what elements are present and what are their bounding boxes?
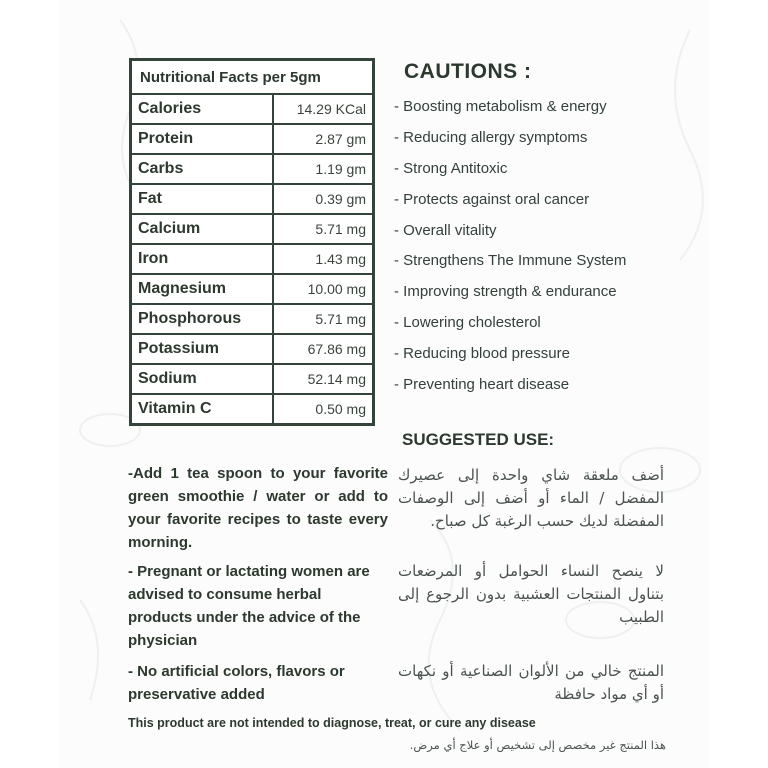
- nutrient-value: 0.39 gm: [273, 184, 374, 214]
- usage-note-ar: المنتج خالي من الألوان الصناعية أو نكهات أو أي مواد حافظة: [398, 662, 664, 703]
- suggested-use-title: SUGGESTED USE:: [402, 430, 555, 449]
- caution-item: - Reducing allergy symptoms: [394, 128, 588, 146]
- nutrition-row: [131, 334, 374, 364]
- nutrient-value: 52.14 mg: [273, 364, 374, 394]
- caution-item: - Strengthens The Immune System: [394, 252, 627, 270]
- usage-note-en: -Add 1 tea spoon to your favorite green smoothie / water or add to your favorite recipes to taste every morning.: [128, 465, 388, 551]
- nutrient-value: 0.50 mg: [273, 394, 374, 425]
- nutrient-name: Carbs: [131, 154, 274, 184]
- nutrient-name: Fat: [131, 184, 274, 214]
- cautions-list: [394, 96, 626, 405]
- nutrient-value: 5.71 mg: [273, 214, 374, 244]
- nutrition-row: [131, 184, 374, 214]
- nutrient-value: 14.29 KCal: [273, 94, 374, 124]
- nutrition-row: [131, 394, 374, 425]
- usage-note-ar: لا ينصح النساء الحوامل أو المرضعات بتناول المنتجات العشبية بدون الرجوع إلى الطبيب: [398, 562, 664, 626]
- nutrient-name: Magnesium: [131, 274, 274, 304]
- caution-item: - Reducing blood pressure: [394, 345, 570, 363]
- nutrition-row: [131, 364, 374, 394]
- nutrition-row: [131, 154, 374, 184]
- nutrition-header-row: [131, 60, 374, 95]
- disclaimer-ar: هذا المنتج غير مخصص إلى تشخيص أو علاج أي مرض.: [409, 738, 666, 752]
- nutrient-value: 1.43 mg: [273, 244, 374, 274]
- nutrition-row: [131, 124, 374, 154]
- nutrition-facts-table: [129, 58, 375, 426]
- usage-note-ar: أضف ملعقة شاي واحدة إلى عصيرك المفضل / الماء أو أضف إلى الوصفات المفضلة لديك حسب الرغبة كل صباح.: [398, 466, 664, 530]
- nutrition-row: [131, 214, 374, 244]
- nutrient-name: Calcium: [131, 214, 274, 244]
- nutrient-name: Sodium: [131, 364, 274, 394]
- caution-item: - Overall vitality: [394, 221, 497, 239]
- nutrient-name: Protein: [131, 124, 274, 154]
- nutrition-row: [131, 304, 374, 334]
- caution-item: - Protects against oral cancer: [394, 190, 590, 208]
- nutrient-name: Calories: [131, 94, 274, 124]
- cautions-title: CAUTIONS :: [404, 60, 532, 83]
- nutrient-value: 67.86 mg: [273, 334, 374, 364]
- nutrition-row: [131, 94, 374, 124]
- disclaimer-en: This product are not intended to diagnose, treat, or cure any disease: [128, 716, 536, 730]
- caution-item: - Preventing heart disease: [394, 376, 570, 394]
- nutrient-value: 2.87 gm: [273, 124, 374, 154]
- nutrient-name: Potassium: [131, 334, 274, 364]
- caution-item: - Improving strength & endurance: [394, 283, 617, 301]
- leaf-stroke: [80, 600, 98, 700]
- nutrition-rows: [131, 94, 374, 425]
- nutrient-name: Vitamin C: [131, 394, 274, 425]
- caution-item: - Strong Antitoxic: [394, 159, 508, 177]
- nutrient-name: Iron: [131, 244, 274, 274]
- nutrition-row: [131, 244, 374, 274]
- usage-note-en: - Pregnant or lactating women are advised to consume herbal products under the advice of the physician: [128, 563, 370, 649]
- caution-item: - Lowering cholesterol: [394, 314, 541, 332]
- nutrient-value: 10.00 mg: [273, 274, 374, 304]
- leaf-stroke: [675, 30, 703, 260]
- nutrient-value: 5.71 mg: [273, 304, 374, 334]
- nutrient-value: 1.19 gm: [273, 154, 374, 184]
- nutrition-header: Nutritional Facts per 5gm: [131, 60, 374, 95]
- caution-item: - Boosting metabolism & energy: [394, 98, 607, 115]
- nutrient-name: Phosphorous: [131, 304, 274, 334]
- nutrition-row: [131, 274, 374, 304]
- usage-note-en: - No artificial colors, flavors or preservative added: [128, 663, 345, 703]
